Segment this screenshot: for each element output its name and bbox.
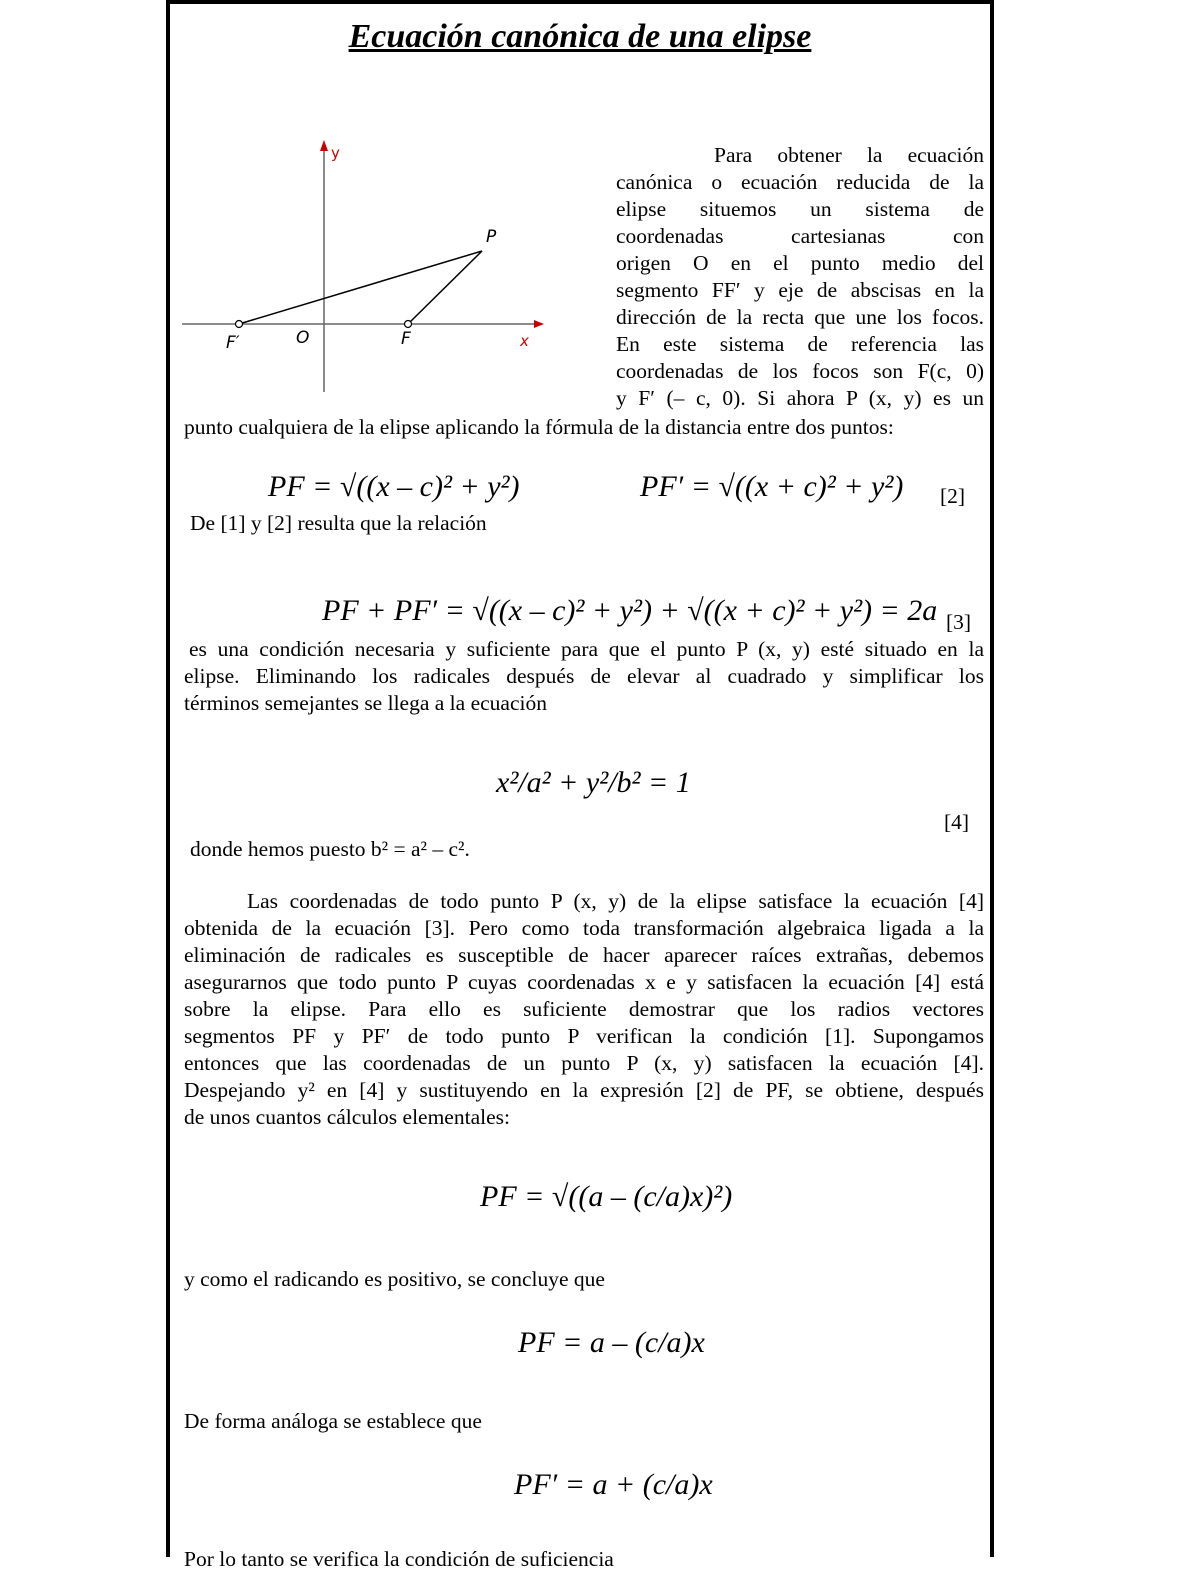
ellipse-foci-diagram	[180, 136, 550, 398]
paragraph-line: asegurarnos que todo punto P cuyas coordenadas x e y satisfacen la ecuación [4] está	[184, 970, 984, 994]
paragraph-line: términos semejantes se llega a la ecuación	[184, 691, 547, 715]
intro-continuation: punto cualquiera de la elipse aplicando la fórmula de la distancia entre dos puntos:	[184, 415, 894, 439]
intro-line: En este sistema de referencia las	[616, 332, 984, 356]
page-title: Ecuación canónica de una elipse	[348, 18, 812, 55]
intro-line: dirección de la recta que une los focos.	[616, 305, 984, 329]
equation-pf-radical: PF = √((a – (c/a)x)²)	[480, 1180, 733, 1213]
paragraph-line: entonces que las coordenadas de un punto P (x, y) satisfacen la ecuación [4].	[184, 1051, 984, 1075]
x-axis-arrow	[534, 320, 544, 328]
document-page	[166, 0, 994, 1571]
where-text: donde hemos puesto b² = a² – c².	[190, 837, 470, 861]
focus-right-point	[405, 321, 412, 328]
paragraph-line: de unos cuantos cálculos elementales:	[184, 1105, 510, 1129]
equation-tag-4: [4]	[944, 810, 970, 834]
after-eq3-paragraph	[184, 636, 984, 717]
paragraph-line: obtenida de la ecuación [3]. Pero como toda transformación algebraica ligada a la	[184, 916, 984, 940]
label-focus-right: F	[401, 329, 411, 349]
paragraph-line: es una condición necesaria y suficiente para que el punto P (x, y) esté situado en la	[189, 637, 984, 661]
equation-pf-result: PF = a – (c/a)x	[518, 1326, 705, 1359]
equation-tag-3: [3]	[946, 610, 972, 634]
paragraph-line: eliminación de radicales es susceptible de hacer aparecer raíces extrañas, debemos	[184, 943, 984, 967]
intro-line: canónica o ecuación reducida de la	[616, 170, 984, 194]
paragraph-line: Despejando y² en [4] y sustituyendo en la expresión [2] de PF, se obtiene, después	[184, 1078, 984, 1102]
y-axis-arrow	[320, 140, 328, 151]
axis-x-label: x	[520, 332, 529, 350]
label-origin: O	[296, 328, 310, 348]
intro-column	[616, 142, 984, 412]
intro-line: Para obtener la ecuación	[714, 143, 984, 167]
equation-pf: PF = √((x – c)² + y²)	[268, 470, 520, 503]
axis-y-label: y	[331, 144, 340, 162]
equation-canonical: x²/a² + y²/b² = 1	[496, 766, 691, 799]
equation-tag-2: [2]	[940, 484, 966, 508]
cutoff-text: Por lo tanto se verifica la condición de suficiencia	[184, 1547, 614, 1571]
relation-text: De [1] y [2] resulta que la relación	[190, 511, 487, 535]
intro-line: y F′ (– c, 0). Si ahora P (x, y) es un	[616, 386, 984, 410]
equation-sum-distances: PF + PF′ = √((x – c)² + y²) + √((x + c)² + y²) = 2a	[322, 594, 938, 627]
intro-line: coordenadas cartesianas con	[616, 224, 984, 248]
intro-line: coordenadas de los focos son F(c, 0)	[616, 359, 984, 383]
equation-pf-prime: PF′ = √((x + c)² + y²)	[640, 470, 904, 503]
paragraph-line: elipse. Eliminando los radicales después de elevar al cuadrado y simplificar los	[184, 664, 984, 688]
paragraph-line: sobre la elipse. Para ello es suficiente demostrar que los radios vectores	[184, 997, 984, 1021]
paragraph-line: Las coordenadas de todo punto P (x, y) de la elipse satisface la ecuación [4]	[247, 889, 984, 913]
radicand-text: y como el radicando es positivo, se concluye que	[184, 1267, 605, 1291]
intro-line: segmento FF′ y eje de abscisas en la	[616, 278, 984, 302]
paragraph-line: segmentos PF y PF′ de todo punto P verifican la condición [1]. Supongamos	[184, 1024, 984, 1048]
label-point-p: P	[486, 227, 497, 247]
intro-line: origen O en el punto medio del	[616, 251, 984, 275]
intro-line: elipse situemos un sistema de	[616, 197, 984, 221]
equation-pf-prime-result: PF′ = a + (c/a)x	[514, 1468, 713, 1501]
label-focus-left: F′	[226, 333, 240, 353]
main-paragraph	[184, 888, 984, 1131]
focus-left-point	[236, 321, 243, 328]
analogous-text: De forma análoga se establece que	[184, 1409, 482, 1433]
